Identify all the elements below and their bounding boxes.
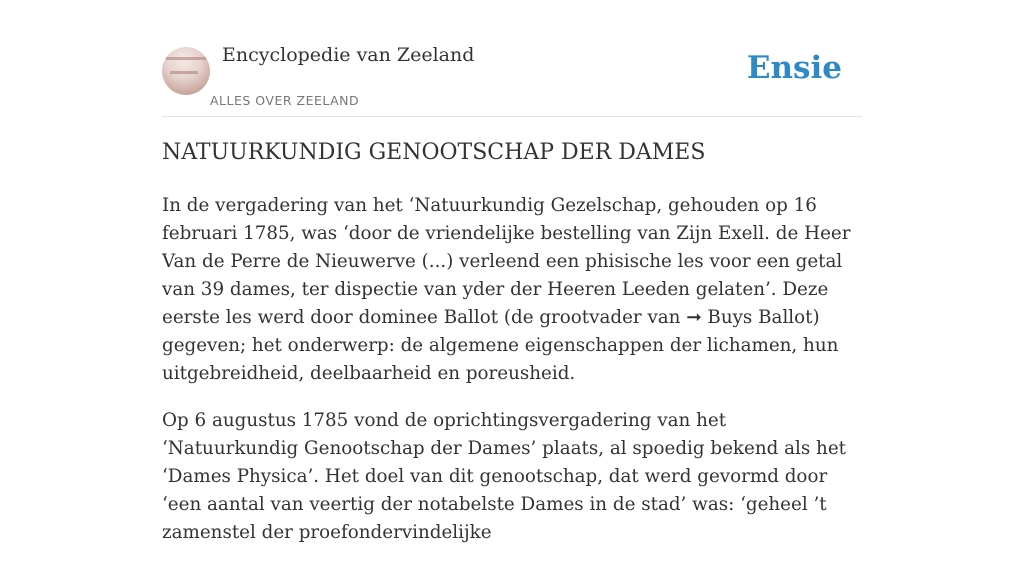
- buys-ballot-link[interactable]: ➞ Buys Ballot: [686, 307, 813, 328]
- page-container: [162, 0, 862, 543]
- site-header: [162, 0, 862, 117]
- site-tagline: ALLES OVER ZEELAND: [210, 93, 360, 108]
- article-title: NATUURKUNDIG GENOOTSCHAP DER DAMES: [162, 140, 706, 165]
- article-paragraph-1: [162, 192, 862, 388]
- article-paragraph-2: Op 6 augustus 1785 vond de oprichtingsvergadering van het ‘Natuurkundig Genootschap der Dames’ plaats, al spoedig bekend als het ‘Dames Physica’. Het doel van dit genootschap, dat werd gevormd door ‘een aantal van veertig der notabelste Dames in de stad’ was: ‘geheel ’t zamenstel der proefondervindelijke: [162, 410, 846, 543]
- site-title[interactable]: Encyclopedie van Zeeland: [222, 44, 475, 66]
- encyclopedia-avatar-icon[interactable]: [162, 47, 210, 95]
- ensie-logo-link[interactable]: Ensie: [746, 50, 842, 86]
- paragraph-1-text-after-link: ) gegeven; het onderwerp: de algemene eigenschappen der lichamen, hun uitgebreidheid, deelbaarheid en poreusheid.: [162, 307, 839, 384]
- article-body: [162, 192, 862, 566]
- paragraph-1-text-before-link: In de vergadering van het ‘Natuurkundig Gezelschap, gehouden op 16 februari 1785, was ‘door de vriendelijke bestelling van Zijn Exell. de Heer Van de Perre de Nieuwerve (...) verleend een phisische les voor een getal van 39 dames, ter dispectie van yder der Heeren Leeden gelaten’. Deze eerste les werd door dominee Ballot (de grootvader van: [162, 195, 851, 328]
